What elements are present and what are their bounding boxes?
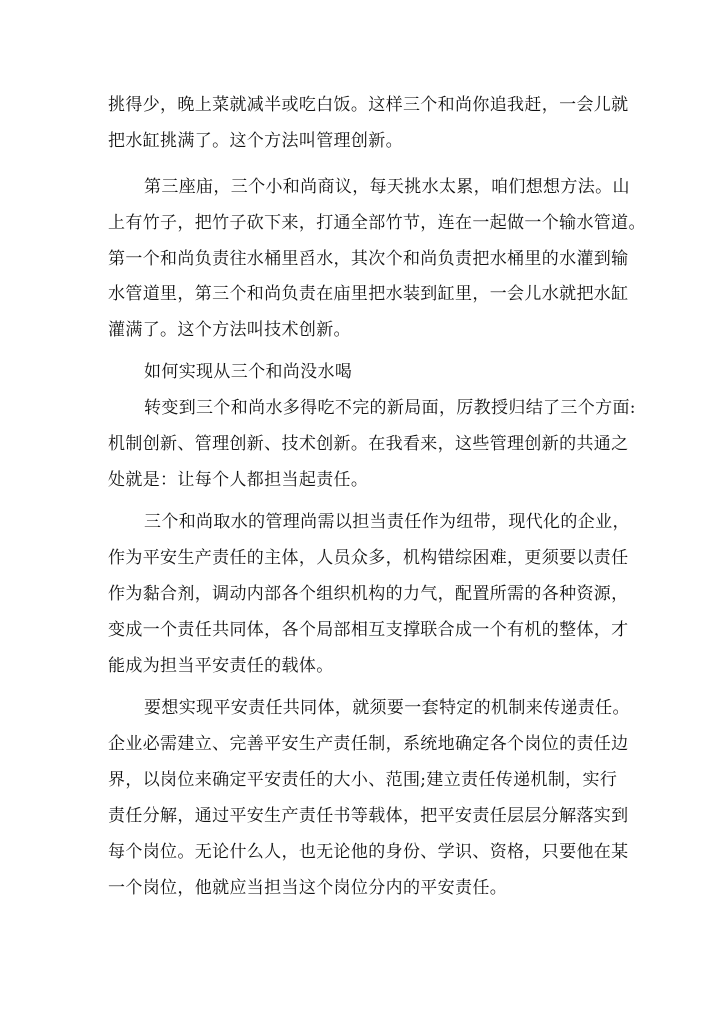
text-line-13: 作为平安生产责任的主体，人员众多，机构错综困难，更须要以责任: [108, 548, 629, 568]
section-heading-line-8: 如何实现从三个和尚没水喝: [144, 362, 353, 382]
text-line-11: 处就是：让每个人都担当起责任。: [108, 470, 369, 490]
text-line-21: 每个岗位。无论什么人，也无论他的身份、学识、资格，只要他在某: [108, 842, 629, 862]
paragraph-start-line-12: 三个和尚取水的管理尚需以担当责任作为纽带，现代化的企业，: [144, 512, 630, 532]
text-line-10: 机制创新、管理创新、技术创新。在我看来，这些管理创新的共通之: [108, 434, 629, 454]
text-line-9: 转变到三个和尚水多得吃不完的新局面，厉教授归结了三个方面:: [144, 398, 636, 418]
text-line-2: 把水缸挑满了。这个方法叫管理创新。: [108, 131, 403, 151]
text-line-20: 责任分解，通过平安生产责任书等载体，把平安责任层层分解落实到: [108, 806, 629, 826]
text-line-18: 企业必需建立、完善平安生产责任制，系统地确定各个岗位的责任边: [108, 734, 629, 754]
text-line-19: 界，以岗位来确定平安责任的大小、范围;建立责任传递机制，实行: [108, 770, 618, 790]
text-line-4: 上有竹子，把竹子砍下来，打通全部竹节，连在一起做一个输水管道。: [108, 213, 646, 233]
text-line-5: 第一个和尚负责往水桶里舀水，其次个和尚负责把水桶里的水灌到输: [108, 249, 629, 269]
text-line-14: 作为黏合剂，调动内部各个组织机构的力气，配置所需的各种资源，: [108, 584, 629, 604]
text-line-22: 一个岗位，他就应当担当这个岗位分内的平安责任。: [108, 878, 508, 898]
text-line-1: 挑得少，晚上菜就减半或吃白饭。这样三个和尚你追我赶，一会儿就: [108, 95, 629, 115]
text-line-7: 灌满了。这个方法叫技术创新。: [108, 320, 351, 340]
text-line-16: 能成为担当平安责任的载体。: [108, 656, 334, 676]
text-line-6: 水管道里，第三个和尚负责在庙里把水装到缸里，一会儿水就把水缸: [108, 284, 629, 304]
paragraph-start-line-3: 第三座庙，三个小和尚商议，每天挑水太累，咱们想想方法。山: [144, 177, 630, 197]
text-line-15: 变成一个责任共同体，各个局部相互支撑联合成一个有机的整体，才: [108, 620, 629, 640]
paragraph-start-line-17: 要想实现平安责任共同体，就须要一套特定的机制来传递责任。: [144, 698, 630, 718]
